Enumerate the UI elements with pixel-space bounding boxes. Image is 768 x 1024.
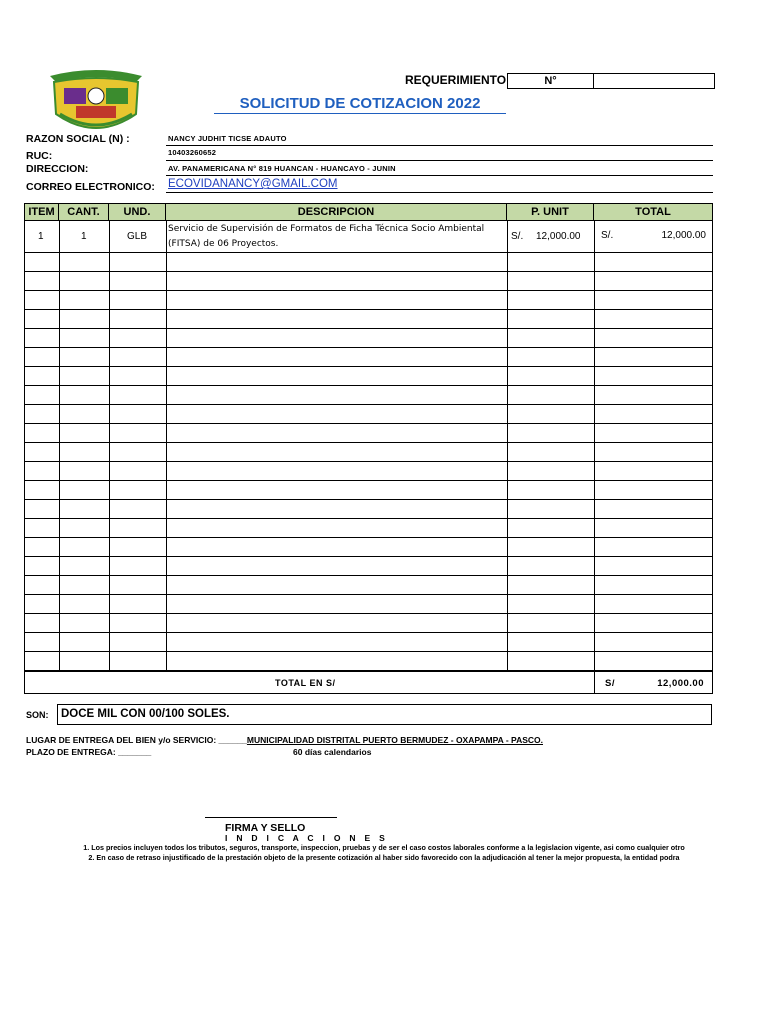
plazo-entrega-value: 60 días calendarios [293, 747, 372, 757]
header-punit: P. UNIT [507, 204, 594, 221]
firma-y-sello-label: FIRMA Y SELLO [225, 822, 306, 834]
row-divider [25, 290, 712, 291]
document-title: SOLICITUD DE COTIZACION 2022 [214, 95, 506, 114]
row1-item: 1 [38, 231, 44, 242]
ruc-label: RUC: [26, 150, 53, 162]
numero-label: N° [508, 74, 594, 88]
total-value: 12,000.00 [657, 678, 704, 689]
row-divider [25, 671, 712, 672]
column-divider [507, 221, 508, 671]
header-item: ITEM [25, 204, 59, 221]
header-descripcion: DESCRIPCION [166, 204, 507, 221]
razon-social-label: RAZON SOCIAL (N) : [26, 133, 130, 145]
row-divider [25, 518, 712, 519]
numero-value [594, 74, 714, 88]
row-divider [25, 499, 712, 500]
row-divider [25, 309, 712, 310]
correo-value[interactable]: ECOVIDANANCY@GMAIL.COM [168, 178, 338, 190]
row-divider [25, 537, 712, 538]
row-divider [25, 632, 712, 633]
row1-und: GLB [127, 231, 148, 242]
row-divider [25, 651, 712, 652]
row-divider [25, 347, 712, 348]
column-divider [109, 221, 110, 671]
plazo-entrega-label: PLAZO DE ENTREGA: _______ [26, 747, 152, 757]
column-divider [59, 221, 60, 671]
direccion-value: AV. PANAMERICANA N° 819 HUANCAN - HUANCAYO - JUNIN [168, 164, 396, 173]
row-divider [25, 594, 712, 595]
row-divider [25, 252, 712, 253]
indicacion-note-2: 2. En caso de retraso injustificado de la prestación objeto de la presente cotización al haber sido favorecido con la adjudicación al tener la mejor propuesta, la entidad podra [88, 853, 680, 862]
items-table [24, 203, 713, 694]
row-divider [25, 423, 712, 424]
row-divider [25, 461, 712, 462]
son-label: SON: [26, 710, 49, 720]
divider [166, 175, 713, 176]
lugar-entrega-label: LUGAR DE ENTREGA DEL BIEN y/o SERVICIO: ______ [26, 735, 247, 745]
row1-total-symbol: S/. [601, 230, 614, 241]
row-divider [25, 271, 712, 272]
total-symbol: S/ [605, 678, 615, 689]
row-divider [25, 480, 712, 481]
divider [166, 145, 713, 146]
correo-label: CORREO ELECTRONICO: [26, 181, 155, 193]
lugar-entrega-value: MUNICIPALIDAD DISTRITAL PUERTO BERMUDEZ - OXAPAMPA - PASCO. [246, 735, 543, 745]
column-divider [594, 221, 595, 693]
direccion-label: DIRECCION: [26, 163, 89, 175]
header-total: TOTAL [594, 204, 712, 221]
header-cant: CANT. [59, 204, 109, 221]
signature-line [205, 817, 337, 818]
son-amount-in-words: DOCE MIL CON 00/100 SOLES. [57, 704, 712, 725]
row1-descripcion: Servicio de Supervisión de Formatos de Ficha Técnica Socio Ambiental (FITSA) de 06 Proyectos. [168, 224, 485, 249]
row-divider [25, 404, 712, 405]
indicacion-note-1: 1. Los precios incluyen todos los tributos, seguros, transporte, inspeccion, pruebas y de ser el caso costos laborales conforme a la legislacion vigente, asi como cualquier otro [83, 843, 685, 852]
total-label: TOTAL EN S/ [275, 678, 336, 688]
lugar-entrega [26, 735, 543, 745]
requerimiento-label: REQUERIMIENTO [405, 73, 507, 87]
row-divider [25, 328, 712, 329]
row-divider [25, 442, 712, 443]
row-divider [25, 366, 712, 367]
divider [166, 160, 713, 161]
divider [166, 192, 713, 193]
row1-punit-symbol: S/. [511, 231, 524, 242]
row-divider [25, 385, 712, 386]
municipal-seal-logo [46, 66, 146, 136]
row1-cant: 1 [81, 231, 87, 242]
row-divider [25, 575, 712, 576]
row-divider [25, 613, 712, 614]
row1-punit-value: 12,000.00 [536, 231, 581, 242]
requerimiento-number-box [507, 73, 715, 89]
row-divider [25, 556, 712, 557]
indicaciones-title: I N D I C A C I O N E S [225, 833, 389, 843]
header-und: UND. [109, 204, 166, 221]
ruc-value: 10403260652 [168, 148, 217, 157]
column-divider [166, 221, 167, 671]
razon-social-value: NANCY JUDHIT TICSE ADAUTO [168, 134, 287, 143]
row1-total-value: 12,000.00 [661, 230, 706, 241]
